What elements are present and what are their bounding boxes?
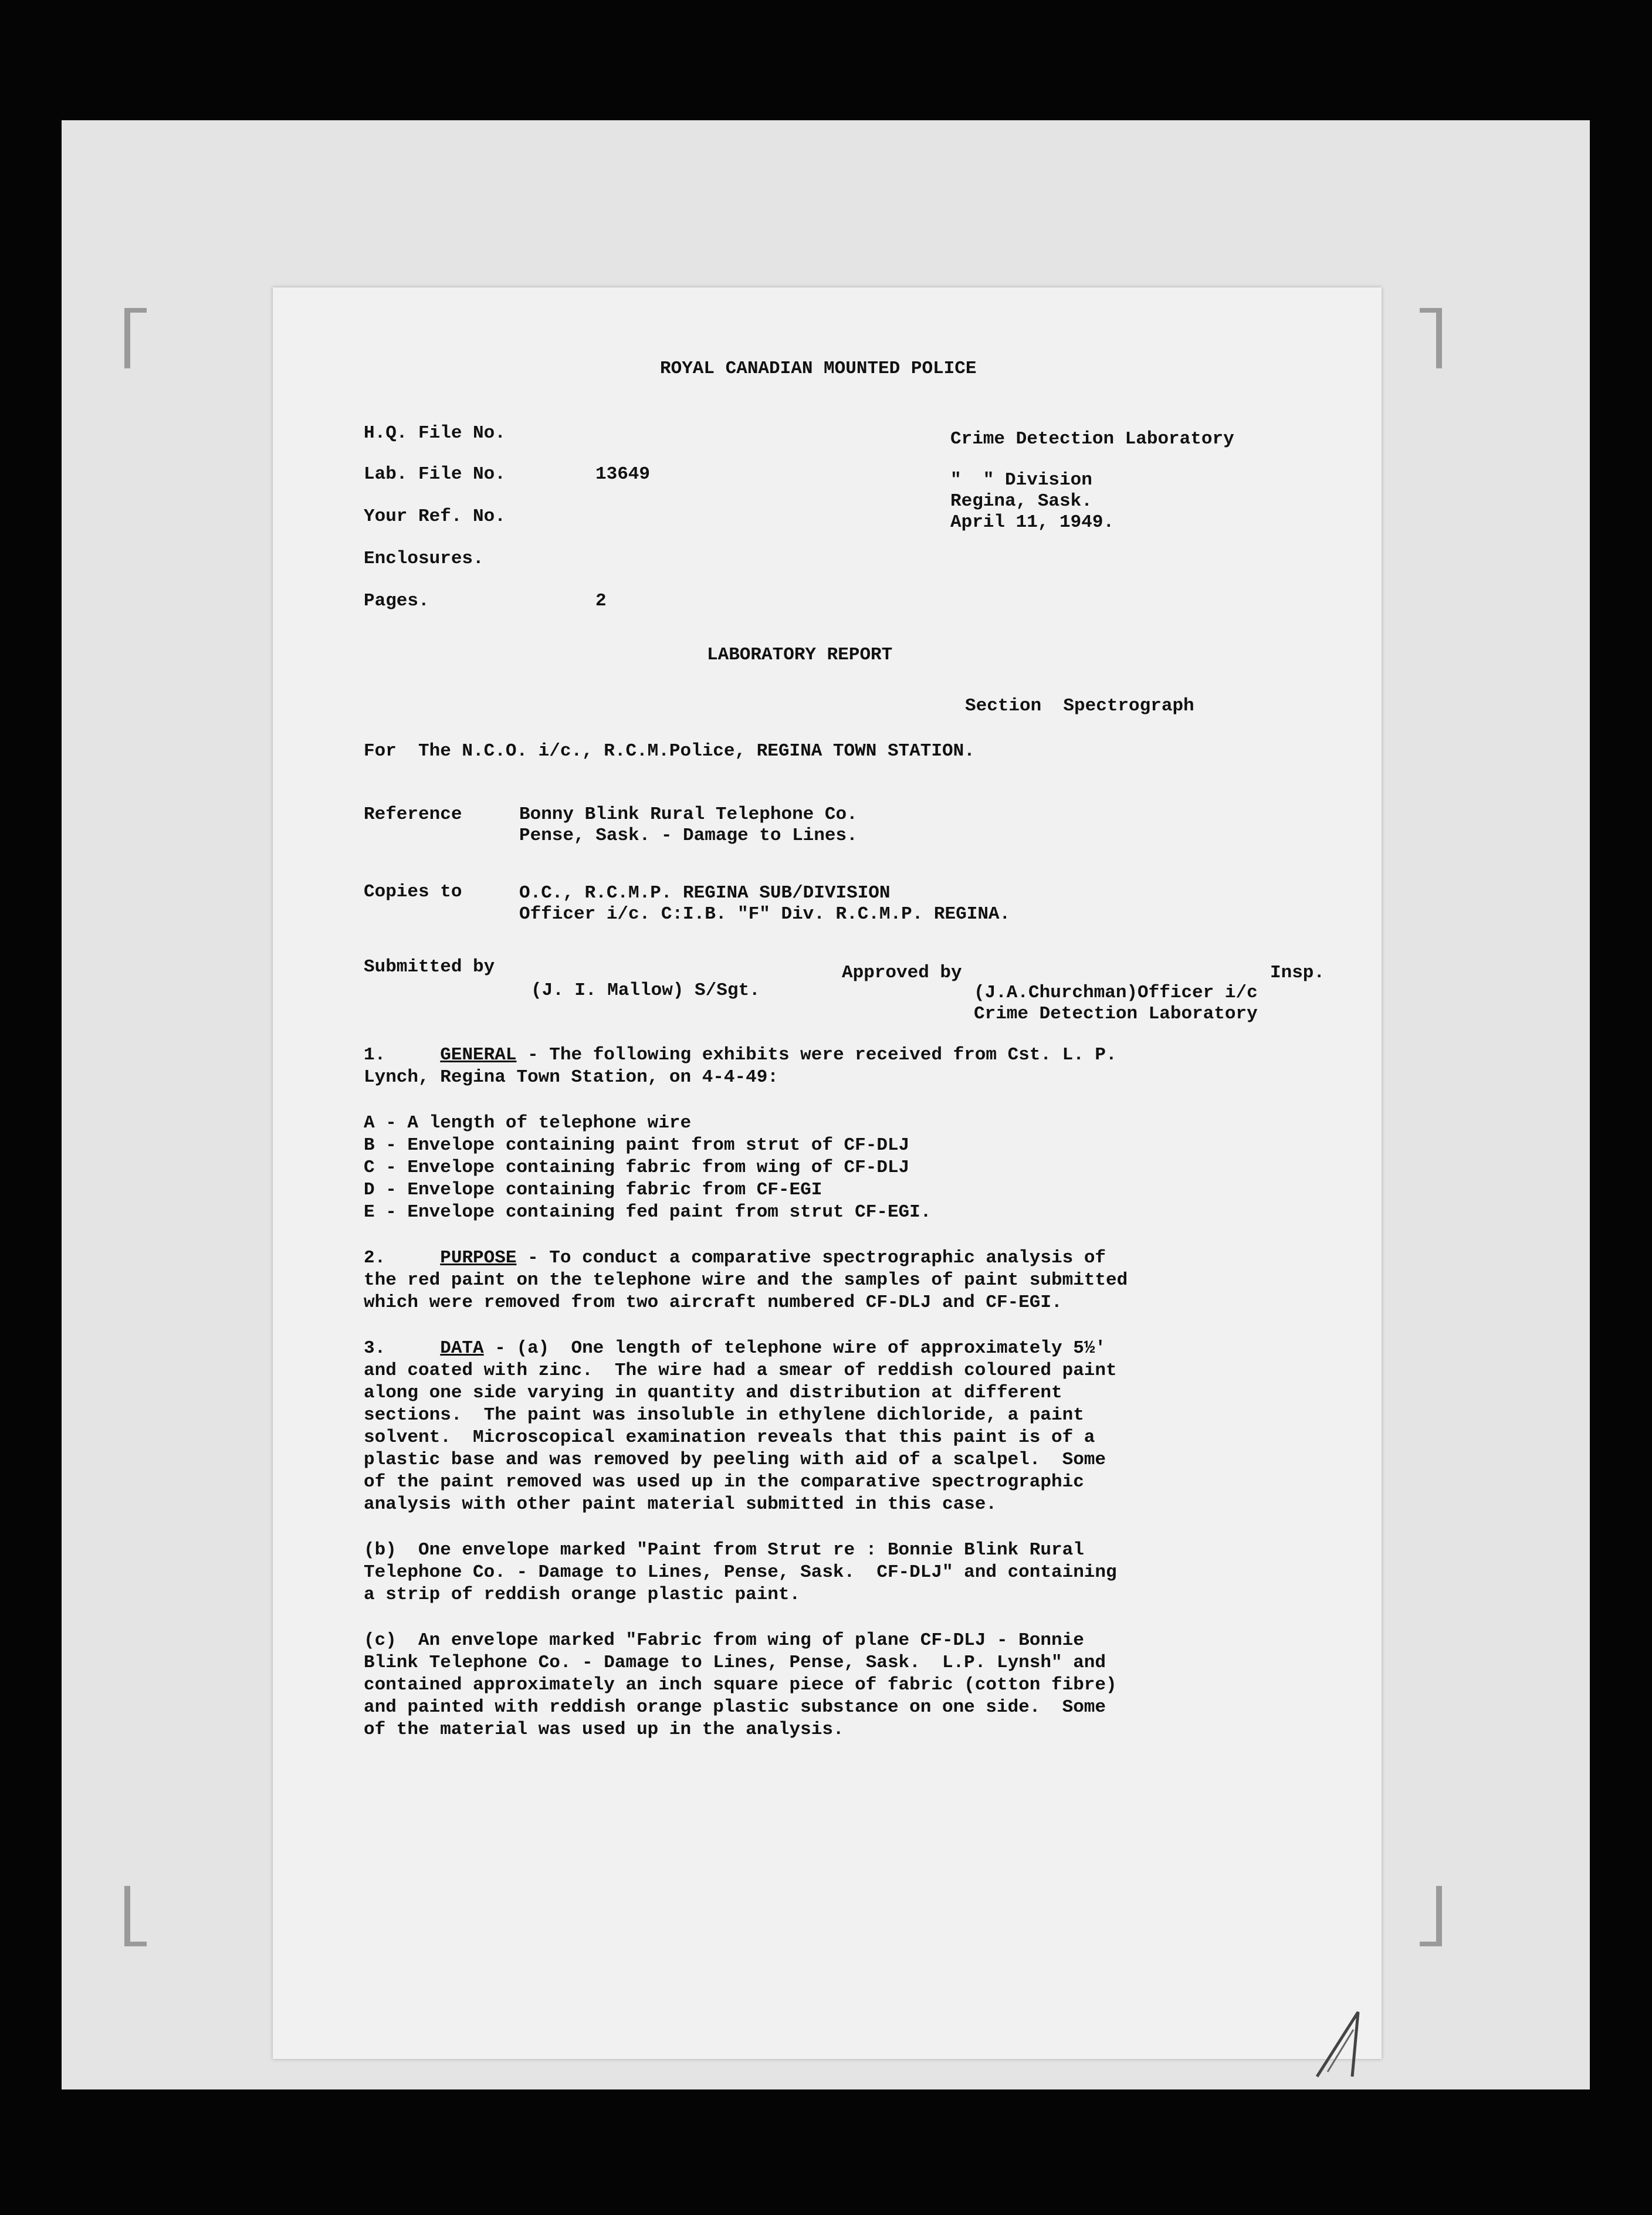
- general-heading: GENERAL: [440, 1045, 517, 1065]
- data-c-line-3: contained approximately an inch square piece of fabric (cotton fibre): [364, 1675, 1117, 1695]
- for-line: For The N.C.O. i/c., R.C.M.Police, REGINA TOWN STATION.: [364, 741, 975, 761]
- copies-line-1: O.C., R.C.M.P. REGINA SUB/DIVISION: [519, 883, 891, 903]
- data-c-line-1: (c) An envelope marked "Fabric from wing of plane CF-DLJ - Bonnie: [364, 1630, 1084, 1651]
- report-date: April 11, 1949.: [950, 512, 1115, 533]
- division: " " Division: [950, 470, 1092, 490]
- exhibit-item-b: B - Envelope containing paint from strut of CF-DLJ: [364, 1135, 910, 1156]
- purpose-line-2: the red paint on the telephone wire and the samples of paint submitted: [364, 1270, 1128, 1291]
- report-section: Section Spectrograph: [965, 696, 1194, 716]
- your-ref-label: Your Ref. No.: [364, 506, 506, 527]
- exhibit-item-d: D - Envelope containing fabric from CF-EGI: [364, 1180, 822, 1200]
- corner-bracket-bottom-left: [124, 1886, 147, 1946]
- exhibit-item-c: C - Envelope containing fabric from wing of CF-DLJ: [364, 1157, 910, 1178]
- data-a-line-7: of the paint removed was used up in the comparative spectrographic: [364, 1472, 1084, 1492]
- data-a-line-6: plastic base and was removed by peeling with aid of a scalpel. Some: [364, 1449, 1106, 1470]
- approved-title: Crime Detection Laboratory: [974, 1004, 1258, 1024]
- data-a-line-8: analysis with other paint material submitted in this case.: [364, 1494, 997, 1515]
- purpose-paragraph: [364, 1247, 1106, 1269]
- report-title: LABORATORY REPORT: [707, 645, 893, 665]
- exhibit-item-e: E - Envelope containing fed paint from strut CF-EGI.: [364, 1202, 932, 1222]
- purpose-line-3: which were removed from two aircraft numbered CF-DLJ and CF-EGI.: [364, 1292, 1062, 1313]
- exhibit-item-a: A - A length of telephone wire: [364, 1113, 692, 1133]
- approved-name: (J.A.Churchman)Officer i/c: [974, 983, 1258, 1003]
- general-line-2: Lynch, Regina Town Station, on 4-4-49:: [364, 1067, 778, 1088]
- report-sheet: [273, 287, 1382, 2059]
- data-heading: DATA: [440, 1338, 484, 1359]
- reference-line-1: Bonny Blink Rural Telephone Co.: [519, 804, 858, 825]
- data-paragraph: [364, 1337, 1106, 1360]
- purpose-line-1: - To conduct a comparative spectrographic analysis of: [516, 1248, 1106, 1268]
- copies-label: Copies to: [364, 882, 462, 902]
- data-a-line-3: along one side varying in quantity and distribution at different: [364, 1383, 1062, 1403]
- data-b-line-2: Telephone Co. - Damage to Lines, Pense, Sask. CF-DLJ" and containing: [364, 1562, 1117, 1583]
- submitted-by-name: (J. I. Mallow) S/Sgt.: [531, 980, 760, 1001]
- data-a-line-1: - (a) One length of telephone wire of approximately 5½': [483, 1338, 1106, 1359]
- general-paragraph: [364, 1044, 1117, 1066]
- data-c-line-5: of the material was used up in the analysis.: [364, 1719, 844, 1740]
- purpose-heading: PURPOSE: [440, 1248, 517, 1268]
- pages-value: 2: [595, 591, 607, 611]
- data-c-line-2: Blink Telephone Co. - Damage to Lines, Pense, Sask. L.P. Lynsh" and: [364, 1652, 1106, 1673]
- general-number: 1.: [364, 1045, 386, 1065]
- lab-file-value: 13649: [595, 464, 651, 485]
- approved-rank: Insp.: [1270, 963, 1325, 983]
- hq-file-label: H.Q. File No.: [364, 423, 506, 443]
- reference-label: Reference: [364, 804, 462, 825]
- corner-bracket-top-right: [1420, 308, 1442, 368]
- city: Regina, Sask.: [950, 491, 1092, 512]
- approved-by-label: Approved by: [842, 963, 962, 983]
- general-line-1: - The following exhibits were received from Cst. L. P.: [516, 1045, 1117, 1065]
- data-number: 3.: [364, 1338, 386, 1359]
- submitted-by-label: Submitted by: [364, 957, 495, 977]
- data-c-line-4: and painted with reddish orange plastic substance on one side. Some: [364, 1697, 1106, 1718]
- org-title: ROYAL CANADIAN MOUNTED POLICE: [660, 358, 977, 379]
- data-a-line-5: solvent. Microscopical examination reveals that this paint is of a: [364, 1427, 1095, 1448]
- lab-name: Crime Detection Laboratory: [950, 429, 1234, 449]
- data-a-line-2: and coated with zinc. The wire had a smear of reddish coloured paint: [364, 1360, 1117, 1381]
- purpose-number: 2.: [364, 1248, 386, 1268]
- reference-line-2: Pense, Sask. - Damage to Lines.: [519, 825, 858, 846]
- data-b-line-3: a strip of reddish orange plastic paint.: [364, 1584, 801, 1605]
- copies-line-2: Officer i/c. C:I.B. "F" Div. R.C.M.P. REGINA.: [519, 904, 1011, 924]
- corner-bracket-top-left: [124, 308, 147, 368]
- lab-file-label: Lab. File No.: [364, 464, 506, 485]
- page-curl-mark: [1311, 2006, 1364, 2082]
- enclosures-label: Enclosures.: [364, 548, 484, 569]
- corner-bracket-bottom-right: [1420, 1886, 1442, 1946]
- pages-label: Pages.: [364, 591, 429, 611]
- data-a-line-4: sections. The paint was insoluble in ethylene dichloride, a paint: [364, 1405, 1084, 1425]
- data-b-line-1: (b) One envelope marked "Paint from Strut re : Bonnie Blink Rural: [364, 1540, 1084, 1560]
